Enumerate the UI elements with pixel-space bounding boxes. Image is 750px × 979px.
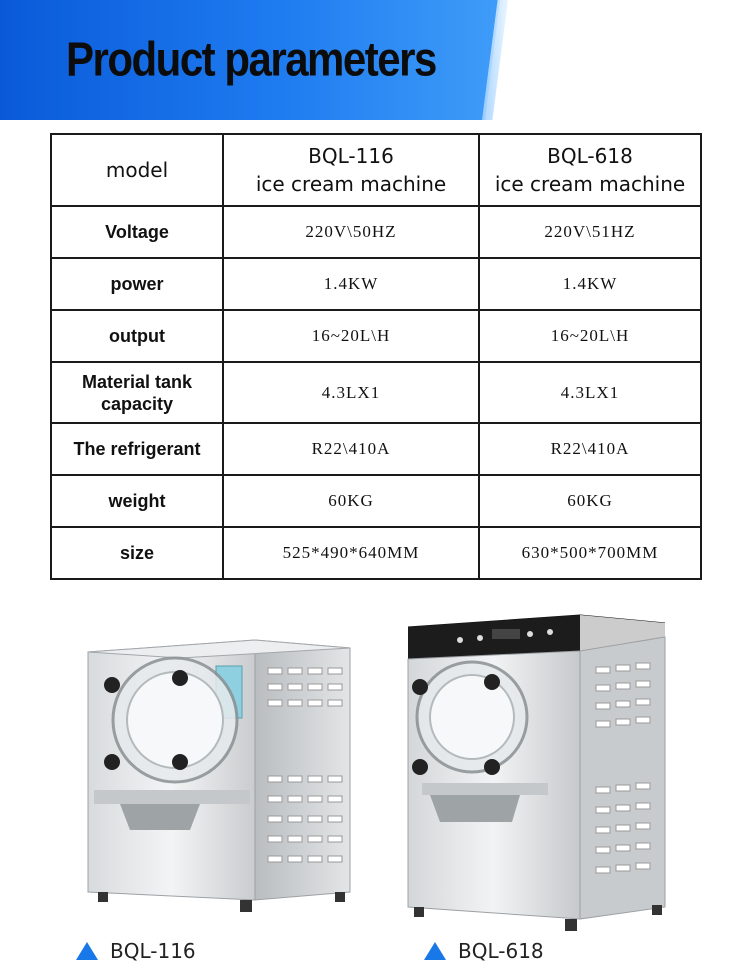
row-label: output: [51, 310, 223, 362]
row-label: Material tank capacity: [51, 362, 223, 423]
caption-bql-116: [76, 936, 196, 966]
machine-image-bql-618: [400, 607, 670, 932]
row-value: 1.4KW: [479, 258, 701, 310]
model-header-1: [223, 134, 479, 206]
row-label: The refrigerant: [51, 423, 223, 475]
table-row: [51, 206, 701, 258]
row-value: 4.3LX1: [479, 362, 701, 423]
machine-image-bql-116: [80, 600, 360, 920]
row-value: R22\410A: [223, 423, 479, 475]
table-row: [51, 423, 701, 475]
row-label: power: [51, 258, 223, 310]
model-type: ice cream machine: [494, 172, 686, 196]
row-value: R22\410A: [479, 423, 701, 475]
row-label: weight: [51, 475, 223, 527]
row-value: 4.3LX1: [223, 362, 479, 423]
row-value: 220V\51HZ: [479, 206, 701, 258]
table-row: [51, 310, 701, 362]
row-value: 220V\50HZ: [223, 206, 479, 258]
row-value: 16~20L\H: [479, 310, 701, 362]
caption-bql-618: [424, 936, 544, 966]
row-value: 1.4KW: [223, 258, 479, 310]
row-value: 630*500*700MM: [479, 527, 701, 579]
model-label: model: [51, 134, 223, 206]
model-header-2: [479, 134, 701, 206]
row-label: Voltage: [51, 206, 223, 258]
triangle-icon: [424, 942, 446, 960]
row-value: 60KG: [223, 475, 479, 527]
row-value: 525*490*640MM: [223, 527, 479, 579]
caption-text: BQL-618: [458, 939, 544, 963]
row-value: 60KG: [479, 475, 701, 527]
row-value: 16~20L\H: [223, 310, 479, 362]
header-banner: [0, 0, 750, 120]
page-title: Product parameters: [66, 32, 436, 87]
table-row: [51, 475, 701, 527]
table-row: [51, 527, 701, 579]
model-name: BQL-618: [547, 144, 633, 168]
parameters-table: [50, 133, 702, 580]
triangle-icon: [76, 942, 98, 960]
table-header-row: [51, 134, 701, 206]
model-type: ice cream machine: [255, 172, 447, 196]
model-name: BQL-116: [308, 144, 394, 168]
caption-text: BQL-116: [110, 939, 196, 963]
table-row: [51, 362, 701, 423]
table-row: [51, 258, 701, 310]
row-label: size: [51, 527, 223, 579]
